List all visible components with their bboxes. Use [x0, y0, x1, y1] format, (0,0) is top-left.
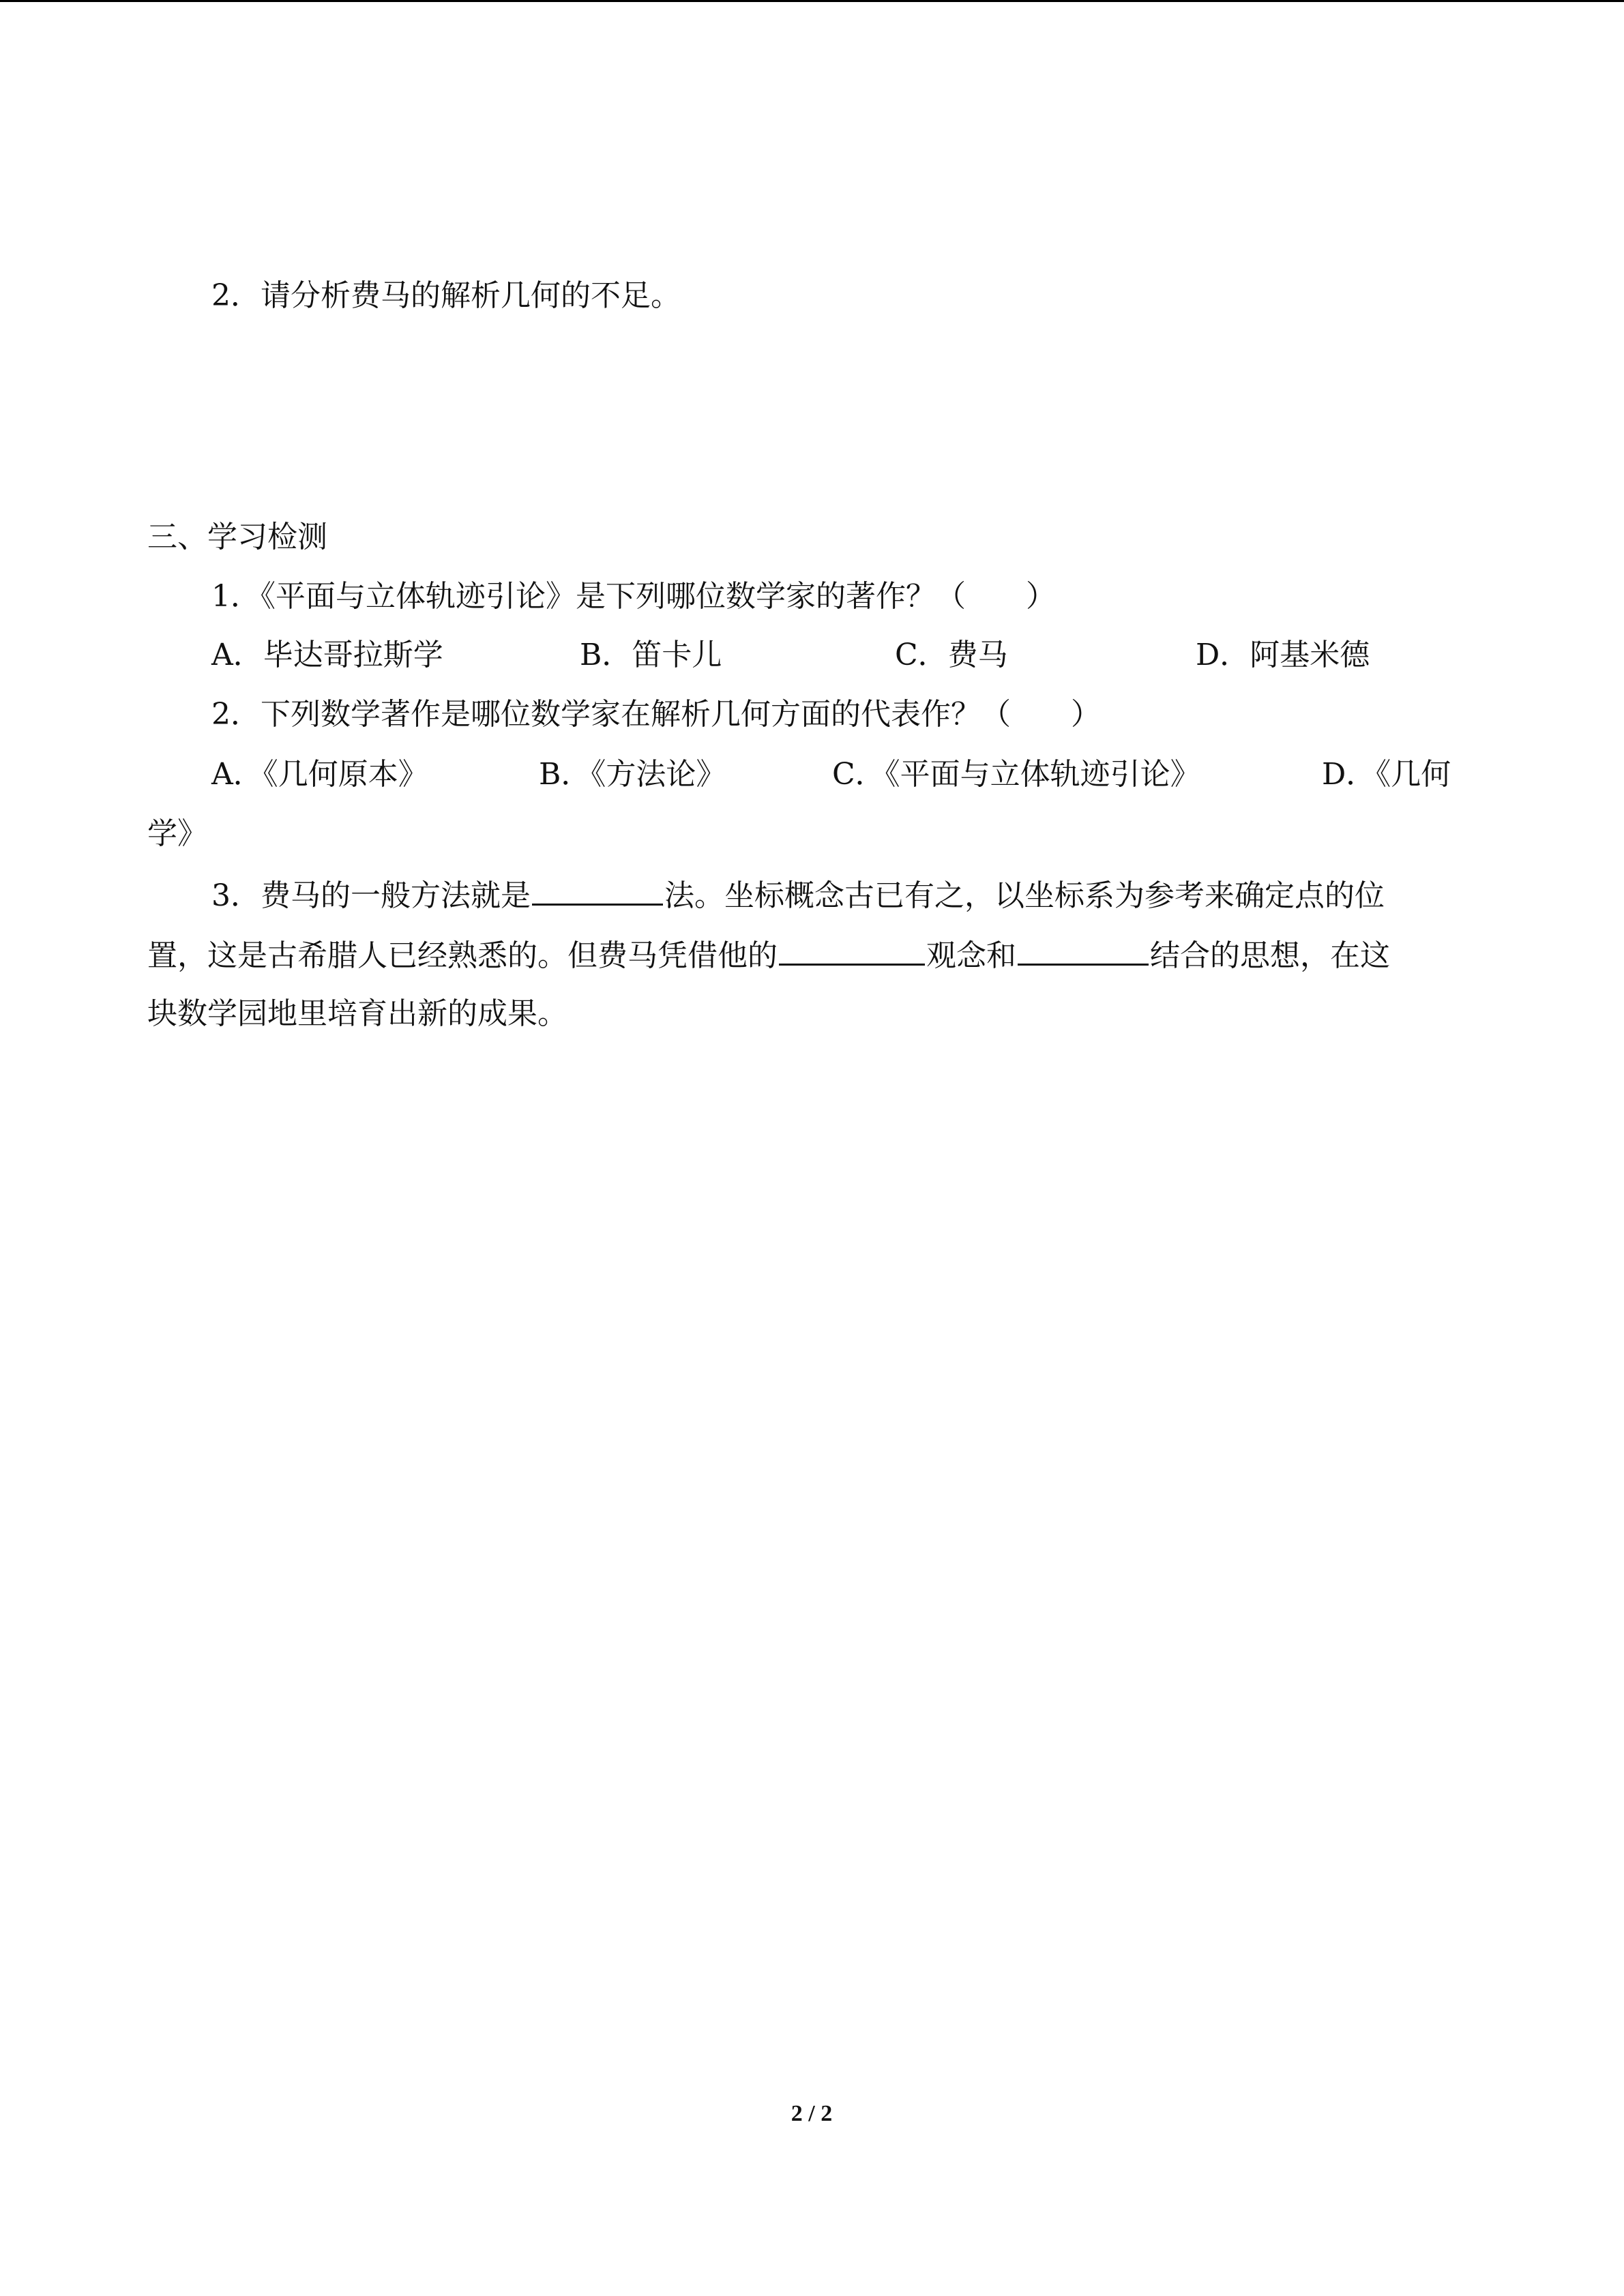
question-3-text-2b: 观念和: [926, 938, 1016, 973]
question-3-line-1: [211, 874, 1385, 916]
fill-blank-2[interactable]: [779, 934, 925, 966]
question-3-text-2c: 结合的思想，在这: [1150, 938, 1390, 973]
question-2-option-a: A．《几何原本》: [211, 757, 428, 792]
page-top-border: [0, 0, 1624, 2]
fill-blank-1[interactable]: [532, 874, 663, 906]
question-2-option-d: D．《几何: [1322, 757, 1451, 792]
question-2-option-d-continuation: 学》: [147, 816, 207, 851]
question-3-line-3: 块数学园地里培育出新的成果。: [147, 996, 567, 1031]
question-1-option-c: C．费马: [895, 638, 1008, 672]
question-2-option-c: C．《平面与立体轨迹引论》: [832, 757, 1200, 792]
section-heading: 三、学习检测: [147, 520, 327, 554]
question-3-text-1a: 3．费马的一般方法就是: [211, 878, 531, 913]
part2-question-2: 2．请分析费马的解析几何的不足。: [211, 278, 681, 313]
question-2-option-b: B．《方法论》: [539, 757, 726, 792]
question-1-option-b: B．笛卡儿: [580, 638, 722, 672]
fill-blank-3[interactable]: [1018, 934, 1149, 966]
question-3-line-2: [147, 934, 1390, 976]
page-number: 2 / 2: [791, 2101, 833, 2126]
question-1-stem: 1．《平面与立体轨迹引论》是下列哪位数学家的著作？（ ）: [211, 579, 1056, 614]
question-1-option-a: A．毕达哥拉斯学: [211, 638, 443, 672]
question-1-option-d: D．阿基米德: [1196, 638, 1370, 672]
question-3-text-2a: 置，这是古希腊人已经熟悉的。但费马凭借他的: [147, 938, 778, 973]
question-2-stem: 2．下列数学著作是哪位数学家在解析几何方面的代表作？（ ）: [211, 697, 1101, 732]
question-3-text-1b: 法。坐标概念古已有之，以坐标系为参考来确定点的位: [664, 878, 1385, 913]
